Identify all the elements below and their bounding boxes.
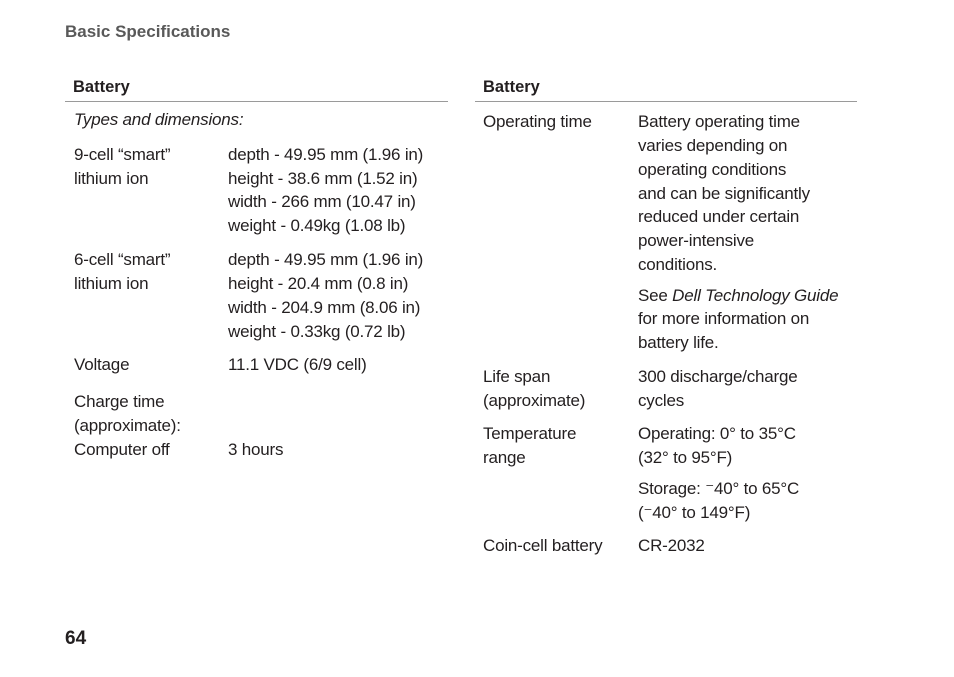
life-span-label-line1: Life span bbox=[483, 367, 551, 386]
operating-time-line5: reduced under certain bbox=[638, 207, 800, 226]
operating-time-line4: and can be significantly bbox=[638, 184, 810, 203]
coin-cell-label: Coin-cell battery bbox=[483, 536, 603, 555]
six-cell-width: width - 204.9 mm (8.06 in) bbox=[228, 298, 421, 317]
charge-time-label-line1: Charge time bbox=[74, 392, 165, 411]
life-span-value-line2: cycles bbox=[638, 391, 685, 410]
dell-technology-guide-ref: Dell Technology Guide bbox=[672, 286, 839, 305]
life-span-label-line2: (approximate) bbox=[483, 391, 586, 410]
charge-time-label-line3: Computer off bbox=[74, 440, 170, 459]
six-cell-weight: weight - 0.33kg (0.72 lb) bbox=[228, 322, 406, 341]
voltage-value: 11.1 VDC (6/9 cell) bbox=[228, 355, 367, 374]
six-cell-label-line2: lithium ion bbox=[74, 274, 149, 293]
table-title: Battery bbox=[475, 74, 857, 102]
nine-cell-label-line1: 9-cell “smart” bbox=[74, 145, 171, 164]
temperature-storage-line2: (⁻40° to 149°F) bbox=[638, 503, 751, 522]
operating-time-line2: varies depending on bbox=[638, 136, 788, 155]
see-prefix: See bbox=[638, 286, 673, 305]
life-span-value-line1: 300 discharge/charge bbox=[638, 367, 798, 386]
charge-time-value: 3 hours bbox=[228, 440, 284, 459]
nine-cell-width: width - 266 mm (10.47 in) bbox=[228, 192, 416, 211]
operating-time-line1: Battery operating time bbox=[638, 112, 800, 131]
nine-cell-depth: depth - 49.95 mm (1.96 in) bbox=[228, 145, 424, 164]
charge-time-label-line2: (approximate): bbox=[74, 416, 181, 435]
operating-time-line7: conditions. bbox=[638, 255, 718, 274]
temperature-label-line2: range bbox=[483, 448, 526, 467]
temperature-label-line1: Temperature bbox=[483, 424, 577, 443]
table-title: Battery bbox=[65, 74, 448, 102]
six-cell-height: height - 20.4 mm (0.8 in) bbox=[228, 274, 409, 293]
see-guide-line2: for more information on bbox=[638, 309, 810, 328]
coin-cell-value: CR-2032 bbox=[638, 536, 705, 555]
temperature-storage-line1: Storage: ⁻40° to 65°C bbox=[638, 479, 800, 498]
section-header: Basic Specifications bbox=[65, 22, 231, 41]
operating-time-label: Operating time bbox=[483, 112, 592, 131]
see-guide-line3: battery life. bbox=[638, 333, 719, 352]
temperature-operating-line1: Operating: 0° to 35°C bbox=[638, 424, 796, 443]
battery-table-left bbox=[65, 74, 448, 102]
nine-cell-weight: weight - 0.49kg (1.08 lb) bbox=[228, 216, 406, 235]
temperature-operating-line2: (32° to 95°F) bbox=[638, 448, 733, 467]
nine-cell-label-line2: lithium ion bbox=[74, 169, 149, 188]
types-label: Types and dimensions: bbox=[74, 110, 244, 129]
see-guide-line bbox=[638, 284, 838, 308]
six-cell-depth: depth - 49.95 mm (1.96 in) bbox=[228, 250, 424, 269]
six-cell-label-line1: 6-cell “smart” bbox=[74, 250, 171, 269]
nine-cell-height: height - 38.6 mm (1.52 in) bbox=[228, 169, 418, 188]
operating-time-line6: power-intensive bbox=[638, 231, 755, 250]
voltage-label: Voltage bbox=[74, 355, 130, 374]
operating-time-line3: operating conditions bbox=[638, 160, 787, 179]
battery-table-right bbox=[475, 74, 857, 102]
page-number: 64 bbox=[65, 628, 87, 649]
